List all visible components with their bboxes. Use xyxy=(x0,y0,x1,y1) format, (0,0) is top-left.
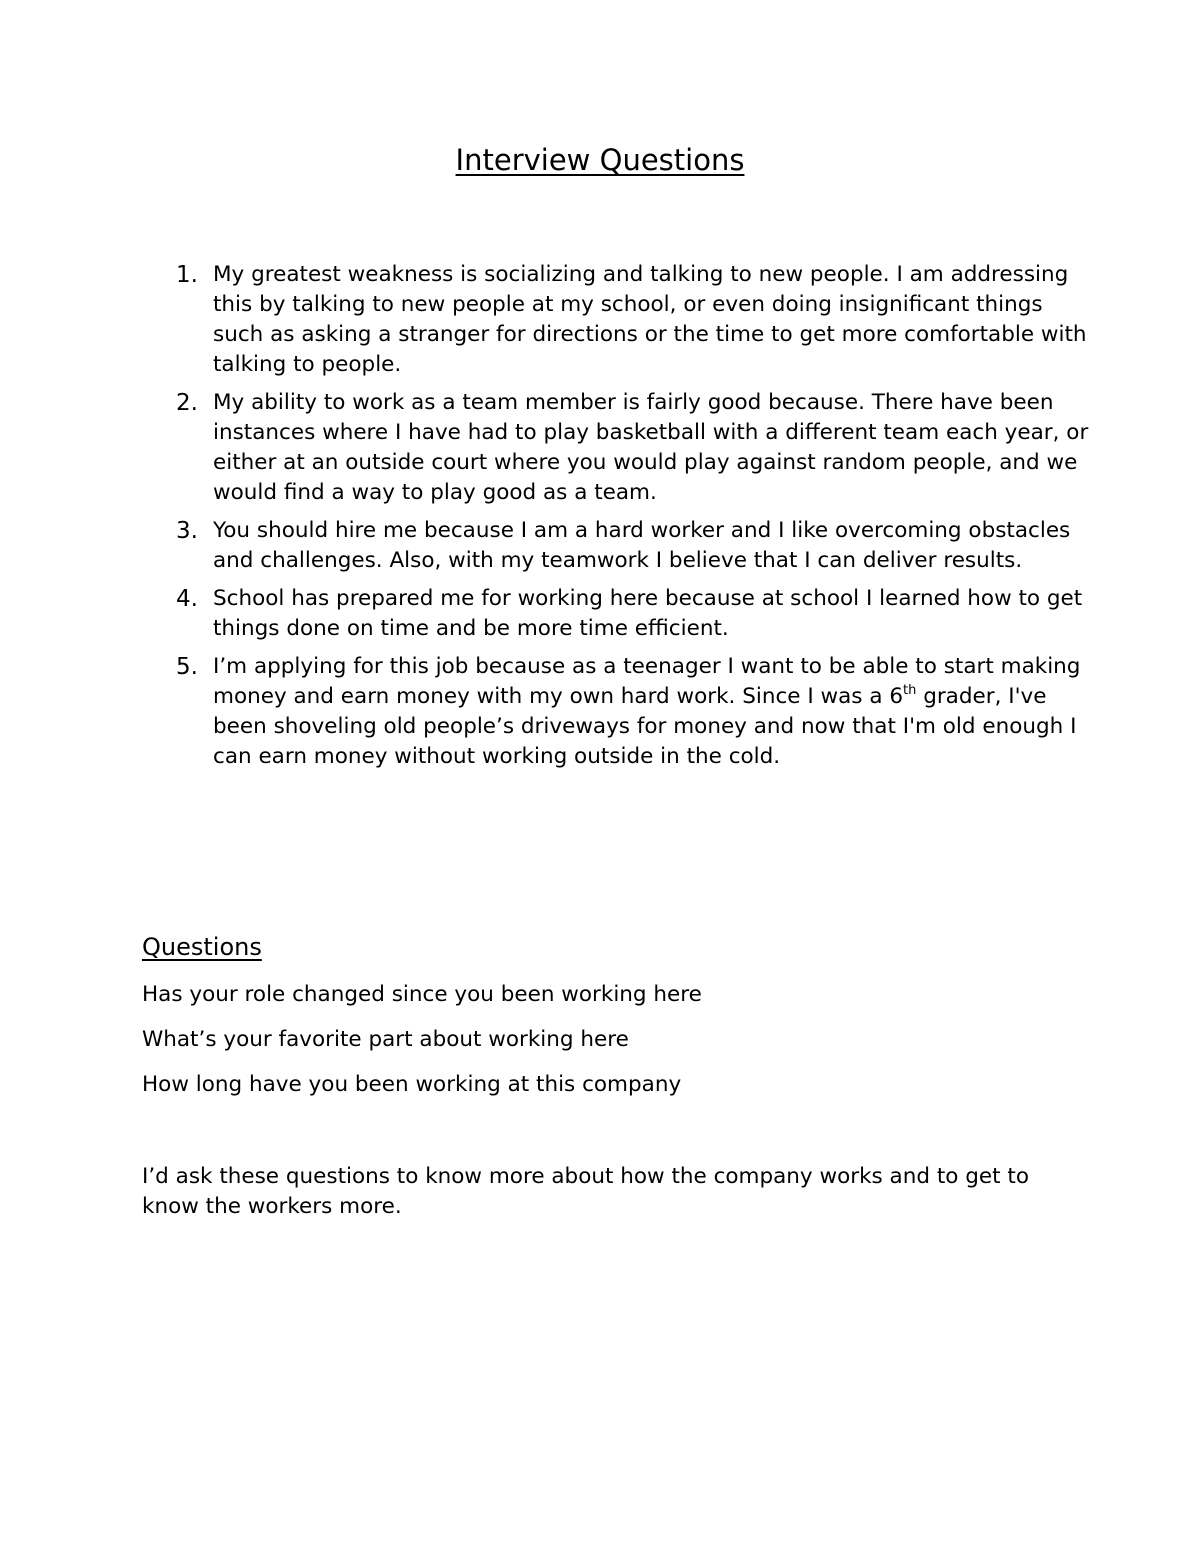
question-list xyxy=(142,980,702,1115)
answer-item-3 xyxy=(176,516,1093,576)
answer-item-2 xyxy=(176,388,1093,508)
answer-list xyxy=(176,260,1093,780)
answer-text: My greatest weakness is socializing and talking to new people. I am addressing this by talking to new people at my school, or even doing insignificant things such as asking a stranger for directions or the time to get more comfortable with talking to people. xyxy=(213,262,1087,377)
question-item: How long have you been working at this company xyxy=(142,1072,682,1097)
answer-number: 1. xyxy=(176,262,198,288)
answer-number: 2. xyxy=(176,390,198,416)
document-title xyxy=(0,142,1200,178)
questions-heading: Questions xyxy=(142,933,262,961)
answer-text-part: grader, I've been shoveling old people’s driveways for money and now that I'm old enough I can earn money without working outside in the cold. xyxy=(213,684,1077,769)
answer-number: 5. xyxy=(176,654,198,680)
answer-number: 4. xyxy=(176,586,198,612)
document-title-text: Interview Questions xyxy=(455,143,745,177)
answer-item-5 xyxy=(176,652,1093,772)
answer-text: You should hire me because I am a hard worker and I like overcoming obstacles and challenges. Also, with my teamwork I believe that I can deliver results. xyxy=(213,518,1071,573)
ordinal-superscript: th xyxy=(903,683,917,698)
answer-text xyxy=(213,654,1080,769)
answer-text: My ability to work as a team member is fairly good because. There have been instances where I have had to play basketball with a different team each year, or either at an outside court where you would play against random people, and we would find a way to play good as a team. xyxy=(213,390,1089,505)
question-item: What’s your favorite part about working here xyxy=(142,1027,629,1052)
answer-number: 3. xyxy=(176,518,198,544)
answer-item-4 xyxy=(176,584,1093,644)
answer-text: School has prepared me for working here because at school I learned how to get things done on time and be more time efficient. xyxy=(213,586,1083,641)
answer-item-1 xyxy=(176,260,1093,380)
answer-text-part: I’m applying for this job because as a teenager I want to be able to start making money and earn money with my own hard work. Since I was a 6 xyxy=(213,654,1081,709)
closing-paragraph: I’d ask these questions to know more about how the company works and to get to know the workers more. xyxy=(142,1164,1029,1219)
question-item: Has your role changed since you been working here xyxy=(142,982,702,1007)
